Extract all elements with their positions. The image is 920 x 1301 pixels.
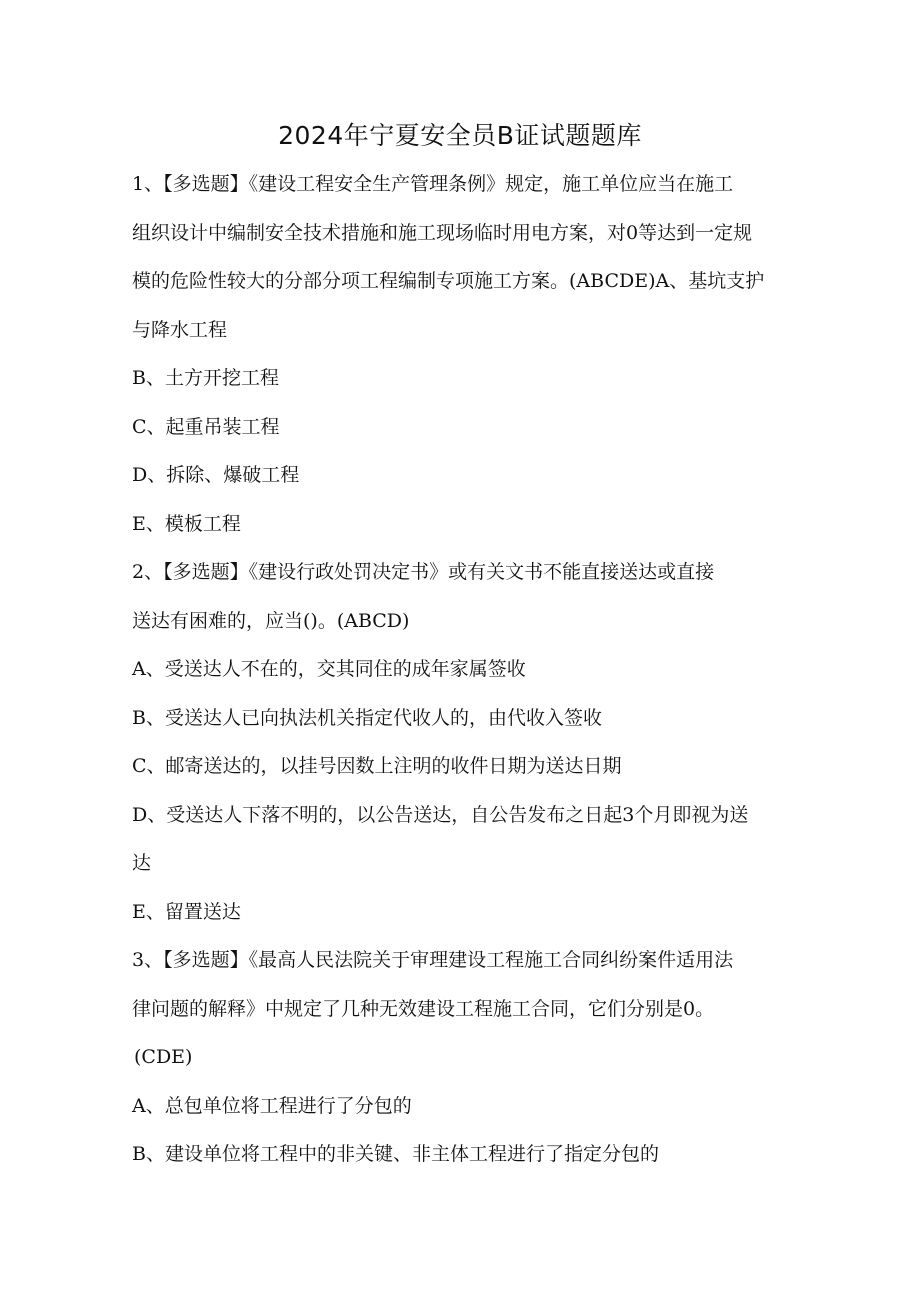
q1-option-a-continuation: 与降水工程 bbox=[132, 318, 228, 341]
q1-stem-line-2: 组织设计中编制安全技术措施和施工现场临时用电方案，对0等达到一定规 bbox=[132, 221, 753, 244]
q2-option-d-line-1: D、受送达人下落不明的，以公告送达，自公告发布之日起3个月即视为送 bbox=[132, 803, 749, 826]
q3-option-a: A、总包单位将工程进行了分包的 bbox=[132, 1094, 412, 1117]
q1-option-d: D、拆除、爆破工程 bbox=[132, 464, 300, 486]
question-list bbox=[132, 160, 792, 1179]
q2-option-c: C、邮寄送达的，以挂号因数上注明的收件日期为送达日期 bbox=[132, 755, 622, 777]
q1-stem-line-1: 1、【多选题】《建设工程安全生产管理条例》规定，施工单位应当在施工 bbox=[132, 173, 734, 195]
q2-option-d-line-2: 达 bbox=[132, 852, 152, 874]
q2-option-a: A、受送达人不在的，交其同住的成年家属签收 bbox=[132, 658, 526, 680]
q2-option-e: E、留置送达 bbox=[132, 900, 241, 923]
q3-option-b: B、建设单位将工程中的非关键、非主体工程进行了指定分包的 bbox=[132, 1143, 659, 1165]
q2-stem-line-1: 2、【多选题】《建设行政处罚决定书》或有关文书不能直接送达或直接 bbox=[132, 561, 715, 583]
q3-stem-line-1: 3、【多选题】《最高人民法院关于审理建设工程施工合同纠纷案件适用法 bbox=[132, 949, 734, 971]
q3-stem-line-2: 律问题的解释》中规定了几种无效建设工程施工合同，它们分别是0。 bbox=[132, 997, 715, 1020]
q2-option-b: B、受送达人已向执法机关指定代收人的，由代收入签收 bbox=[132, 706, 602, 729]
document-title: 2024年宁夏安全员B证试题题库 bbox=[278, 121, 642, 150]
q3-answer: (CDE) bbox=[134, 1046, 193, 1068]
q1-option-b: B、土方开挖工程 bbox=[132, 367, 279, 389]
q1-option-c: C、起重吊装工程 bbox=[132, 415, 280, 438]
q2-stem-line-2: 送达有困难的，应当()。(ABCD) bbox=[132, 609, 410, 632]
q1-stem-line-3: 模的危险性较大的分部分项工程编制专项施工方案。(ABCDE)A、基坑支护 bbox=[132, 270, 765, 292]
q1-option-e: E、模板工程 bbox=[132, 512, 241, 535]
